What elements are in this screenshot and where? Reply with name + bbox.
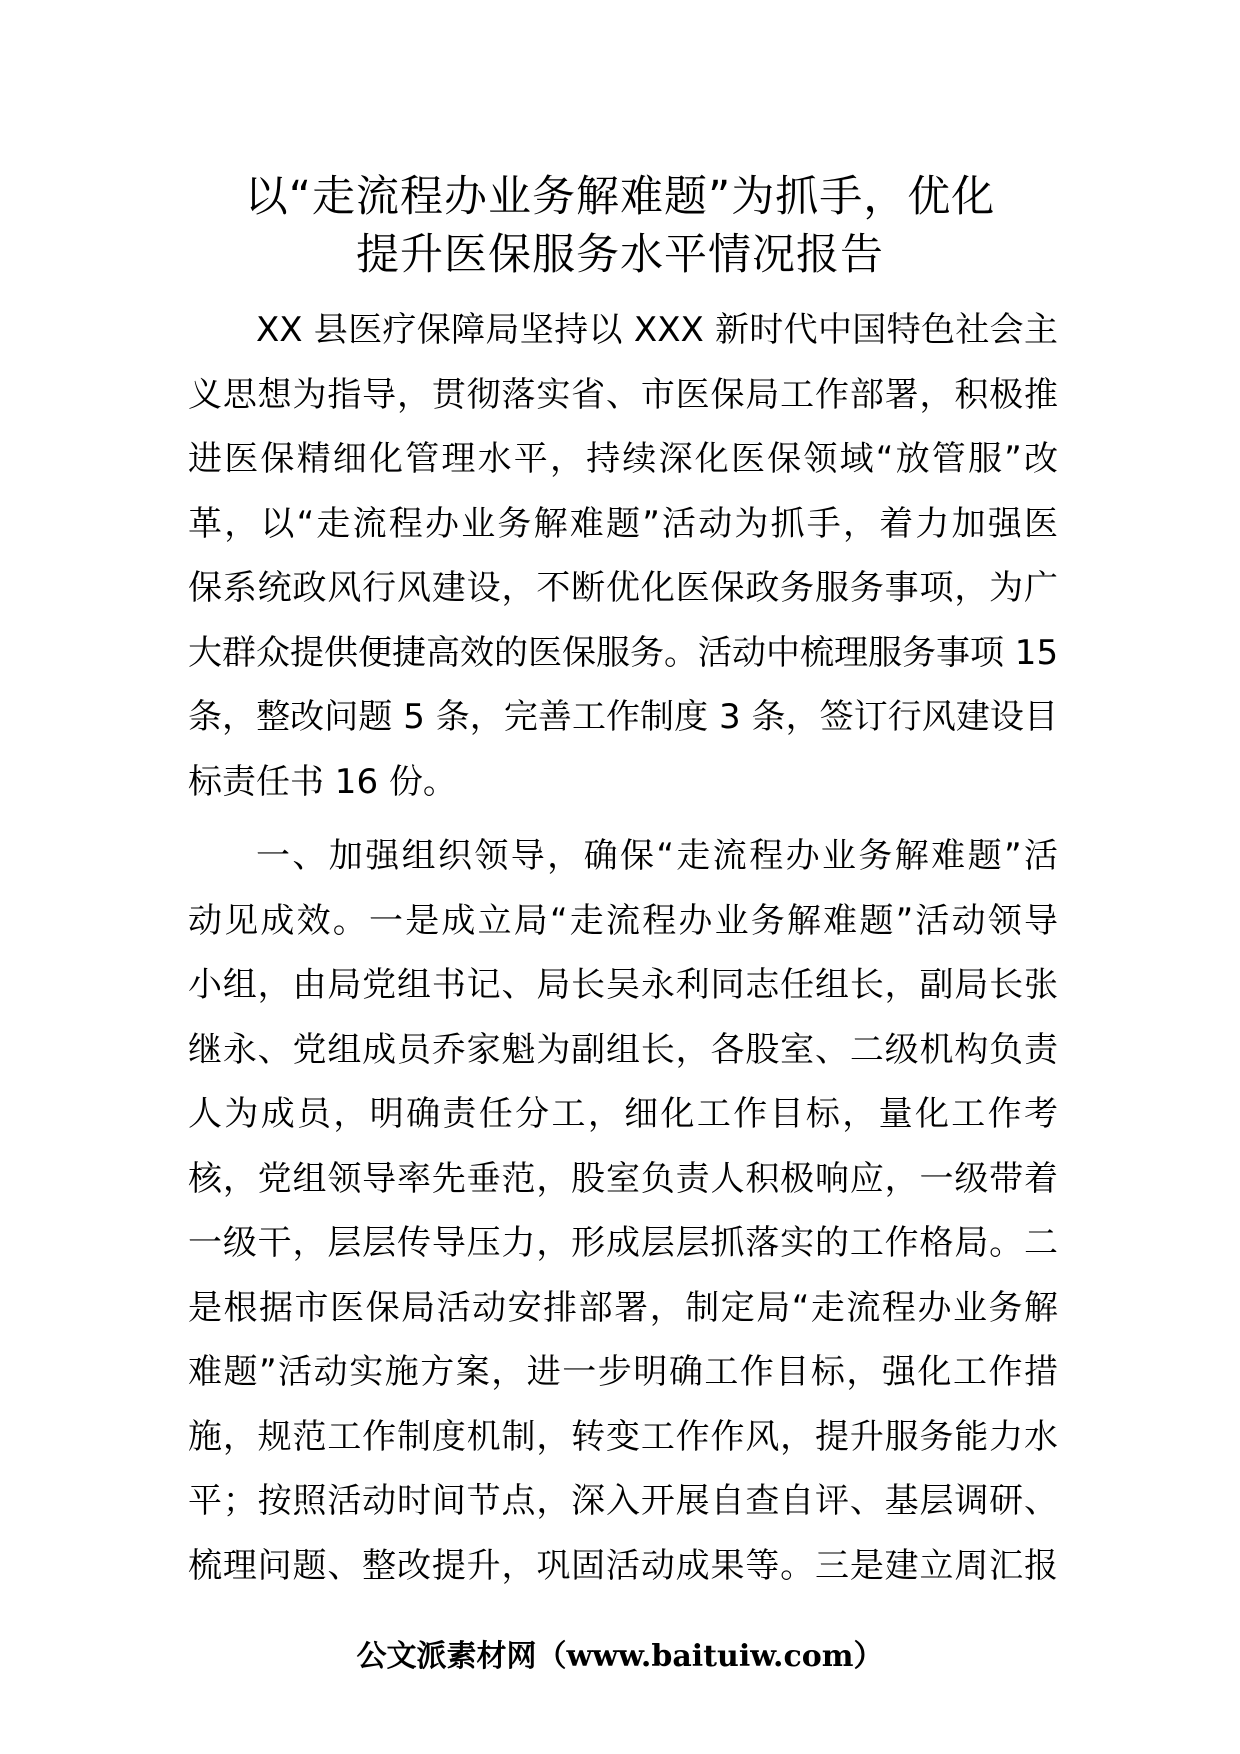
body-line: 进医保精细化管理水平，持续深化医保领域“放管服”改 bbox=[188, 439, 1058, 479]
body-line: 梳理问题、整改提升，巩固活动成果等。三是建立周汇报 bbox=[188, 1545, 1058, 1586]
title-line-2: 提升医保服务水平情况报告 bbox=[356, 230, 884, 280]
body-line: XX 县医疗保障局坚持以 XXX 新时代中国特色社会主 bbox=[256, 310, 1058, 350]
body-line: 是根据市医保局活动安排部署，制定局“走流程办业务解 bbox=[188, 1287, 1058, 1328]
body-line: 平；按照活动时间节点，深入开展自查自评、基层调研、 bbox=[188, 1481, 1058, 1521]
watermark-footer: 公文派素材网（www.baituiw.com） bbox=[356, 1639, 884, 1674]
body-line: 一、加强组织领导，确保“走流程办业务解难题”活 bbox=[256, 836, 1058, 876]
body-line: 大群众提供便捷高效的医保服务。活动中梳理服务事项 15 bbox=[188, 632, 1059, 673]
paragraph-gap bbox=[188, 814, 1058, 824]
body-line: 核，党组领导率先垂范，股室负责人积极响应，一级带着 bbox=[188, 1158, 1058, 1199]
body-line: 义思想为指导，贯彻落实省、市医保局工作部署，积极推 bbox=[188, 374, 1058, 415]
body-line: 施，规范工作制度机制，转变工作作风，提升服务能力水 bbox=[188, 1416, 1058, 1457]
paragraph-section-one bbox=[188, 824, 1058, 1598]
body-line: 难题”活动实施方案，进一步明确工作目标，强化工作措 bbox=[188, 1352, 1058, 1392]
body-line: 标责任书 16 份。 bbox=[188, 761, 457, 802]
document-title bbox=[150, 168, 1090, 284]
paragraph-intro bbox=[188, 298, 1058, 814]
body-line: 动见成效。一是成立局“走流程办业务解难题”活动领导 bbox=[188, 900, 1058, 941]
body-line: 革，以“走流程办业务解难题”活动为抓手，着力加强医 bbox=[188, 503, 1058, 544]
body-line: 小组，由局党组书记、局长吴永利同志任组长，副局长张 bbox=[188, 965, 1058, 1005]
body-line: 一级干，层层传导压力，形成层层抓落实的工作格局。二 bbox=[188, 1223, 1058, 1263]
body-line: 条，整改问题 5 条，完善工作制度 3 条，签订行风建设目 bbox=[188, 697, 1058, 737]
body-line: 人为成员，明确责任分工，细化工作目标，量化工作考 bbox=[188, 1094, 1058, 1134]
title-line-1: 以“走流程办业务解难题”为抓手，优化 bbox=[244, 172, 996, 222]
body-line: 保系统政风行风建设，不断优化医保政务服务事项，为广 bbox=[188, 568, 1058, 608]
body-line: 继永、党组成员乔家魁为副组长，各股室、二级机构负责 bbox=[188, 1029, 1058, 1070]
document-body bbox=[188, 298, 1058, 1598]
